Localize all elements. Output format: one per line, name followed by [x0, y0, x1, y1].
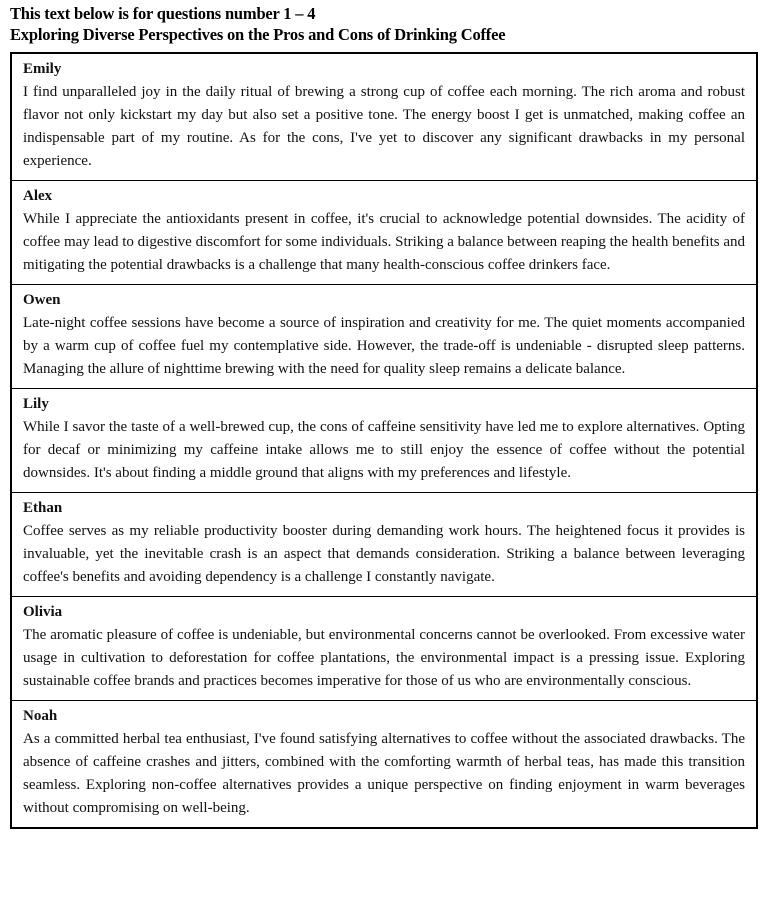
passage-row	[12, 54, 756, 181]
passage-text: Late-night coffee sessions have become a source of inspiration and creativity for me. The quiet moments accompanied by a warm cup of coffee fuel my contemplative side. However, the trade-off is undeniable - disrupted sleep patterns. Managing the allure of nighttime brewing with the need for quality sleep remains a delicate balance.	[23, 315, 745, 377]
passage-row	[12, 701, 756, 827]
passage-row	[12, 493, 756, 597]
passage-text: While I appreciate the antioxidants present in coffee, it's crucial to acknowledge potential downsides. The acidity of coffee may lead to digestive discomfort for some individuals. Striking a balance between reaping the health benefits and mitigating the potential drawbacks is a challenge that many health-conscious coffee drinkers face.	[23, 211, 745, 273]
passage-row	[12, 597, 756, 701]
passage-text: The aromatic pleasure of coffee is undeniable, but environmental concerns cannot be overlooked. From excessive water usage in cultivation to deforestation for coffee plantations, the environmental impact is a pressing issue. Exploring sustainable coffee brands and practices becomes imperative for those of us who are environmentally conscious.	[23, 627, 745, 689]
speaker-name: Emily	[23, 61, 62, 77]
passage-row	[12, 285, 756, 389]
speaker-name: Owen	[23, 292, 61, 308]
passage-row	[12, 389, 756, 493]
speaker-name: Ethan	[23, 500, 63, 516]
speaker-name: Alex	[23, 188, 53, 204]
passage-text: I find unparalleled joy in the daily ritual of brewing a strong cup of coffee each morning. The rich aroma and robust flavor not only kickstart my day but also set a positive tone. The energy boost I get is unmatched, making coffee an indispensable part of my routine. As for the cons, I've yet to discover any significant drawbacks in my personal experience.	[23, 84, 745, 169]
speaker-name: Lily	[23, 396, 49, 412]
passage-row	[12, 181, 756, 285]
page-title: Exploring Diverse Perspectives on the Pros and Cons of Drinking Coffee	[10, 25, 506, 44]
passage-text: While I savor the taste of a well-brewed cup, the cons of caffeine sensitivity have led me to explore alternatives. Opting for decaf or minimizing my caffeine intake allows me to still enjoy the essence of coffee without the potential downsides. It's about finding a middle ground that aligns with my preferences and lifestyle.	[23, 419, 745, 481]
speaker-name: Noah	[23, 708, 58, 724]
passage-text: Coffee serves as my reliable productivity booster during demanding work hours. The heightened focus it provides is invaluable, yet the inevitable crash is an aspect that demands consideration. Striking a balance between leveraging coffee's benefits and avoiding dependency is a challenge I constantly navigate.	[23, 523, 745, 585]
intro-line: This text below is for questions number 1 – 4	[10, 4, 316, 23]
passage-text: As a committed herbal tea enthusiast, I've found satisfying alternatives to coffee without the associated drawbacks. The absence of caffeine crashes and jitters, combined with the comforting warmth of herbal teas, has made this transition seamless. Exploring non-coffee alternatives provides a unique perspective on finding enjoyment in warm beverages without compromising on well-being.	[23, 731, 745, 816]
speaker-name: Olivia	[23, 604, 63, 620]
passages-table	[10, 52, 758, 829]
